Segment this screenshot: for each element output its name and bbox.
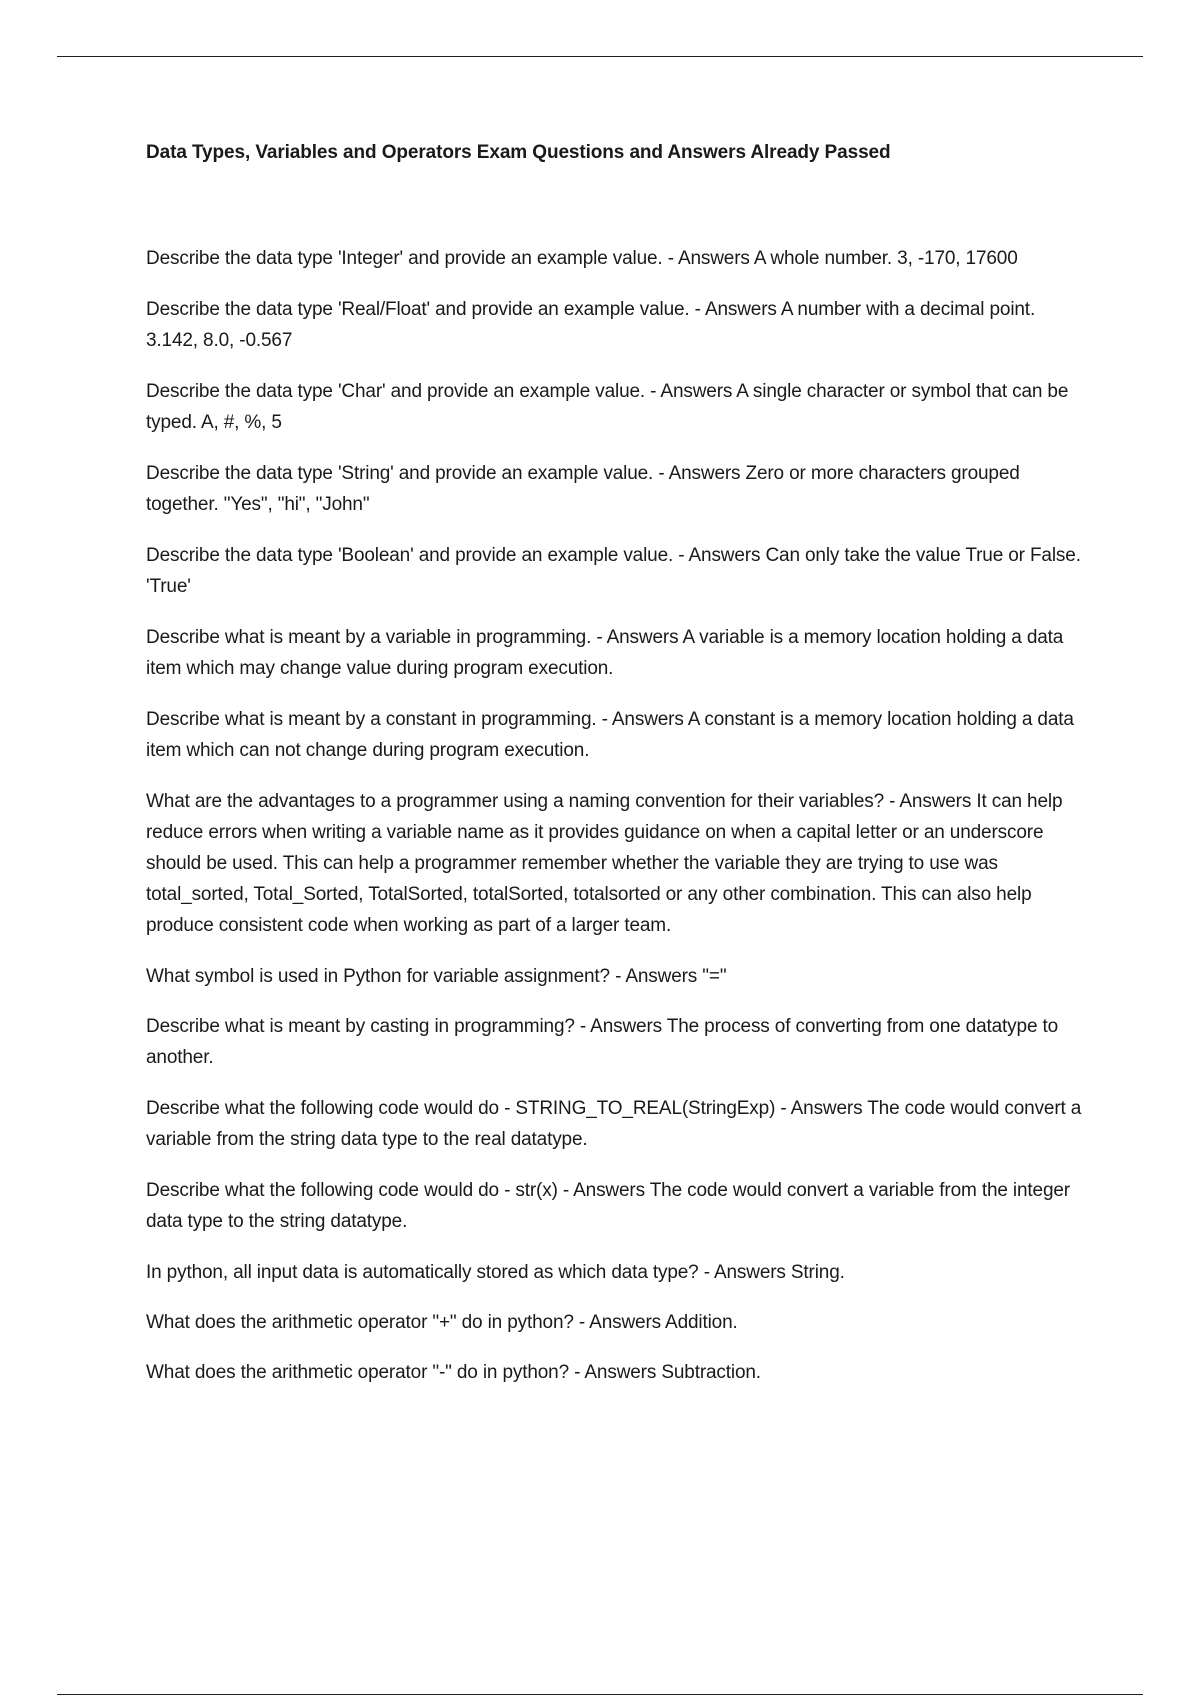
qa-item-real-float: Describe the data type 'Real/Float' and provide an example value. - Answers A number with a decimal point. 3.142, 8.0, -0.567 [146,298,1036,351]
qa-item-naming-convention: What are the advantages to a programmer using a naming convention for their variables? - Answers It can help reduce errors when writing a variable name as it provides guidance on when a capital letter or an underscore should be used. This can help a programmer remember whether the variable they are trying to use was total_sorted, Total_Sorted, TotalSorted, totalSorted, totalsorted or any other combination. This can also help produce consistent code when working as part of a larger team. [146,790,1063,936]
qa-item-boolean: Describe the data type 'Boolean' and provide an example value. - Answers Can only take the value True or False. 'True' [146,544,1081,597]
qa-list [146,243,1090,1388]
top-rule [57,56,1143,57]
qa-item-variable: Describe what is meant by a variable in programming. - Answers A variable is a memory location holding a data item which may change value during program execution. [146,626,1064,679]
qa-item-subtraction: What does the arithmetic operator "-" do in python? - Answers Subtraction. [146,1361,761,1383]
qa-item-char: Describe the data type 'Char' and provide an example value. - Answers A single character or symbol that can be typed. A, #, %, 5 [146,380,1069,433]
qa-item-input-type: In python, all input data is automatically stored as which data type? - Answers String. [146,1261,845,1283]
qa-item-casting: Describe what is meant by casting in programming? - Answers The process of converting from one datatype to another. [146,1015,1059,1068]
qa-item-string-to-real: Describe what the following code would do - STRING_TO_REAL(StringExp) - Answers The code would convert a variable from the string data type to the real datatype. [146,1097,1082,1150]
qa-item-assignment-symbol: What symbol is used in Python for variable assignment? - Answers "=" [146,965,727,987]
qa-item-integer: Describe the data type 'Integer' and provide an example value. - Answers A whole number. 3, -170, 17600 [146,247,1018,269]
bottom-rule [57,1694,1143,1695]
document-body [146,140,1090,1407]
qa-item-string: Describe the data type 'String' and provide an example value. - Answers Zero or more characters grouped together. "Yes", "hi", "John" [146,462,1020,515]
qa-item-addition: What does the arithmetic operator "+" do in python? - Answers Addition. [146,1311,738,1333]
qa-item-constant: Describe what is meant by a constant in programming. - Answers A constant is a memory location holding a data item which can not change during program execution. [146,708,1074,761]
qa-item-str-function: Describe what the following code would do - str(x) - Answers The code would convert a variable from the integer data type to the string datatype. [146,1179,1070,1232]
document-title: Data Types, Variables and Operators Exam Questions and Answers Already Passed [146,142,891,163]
